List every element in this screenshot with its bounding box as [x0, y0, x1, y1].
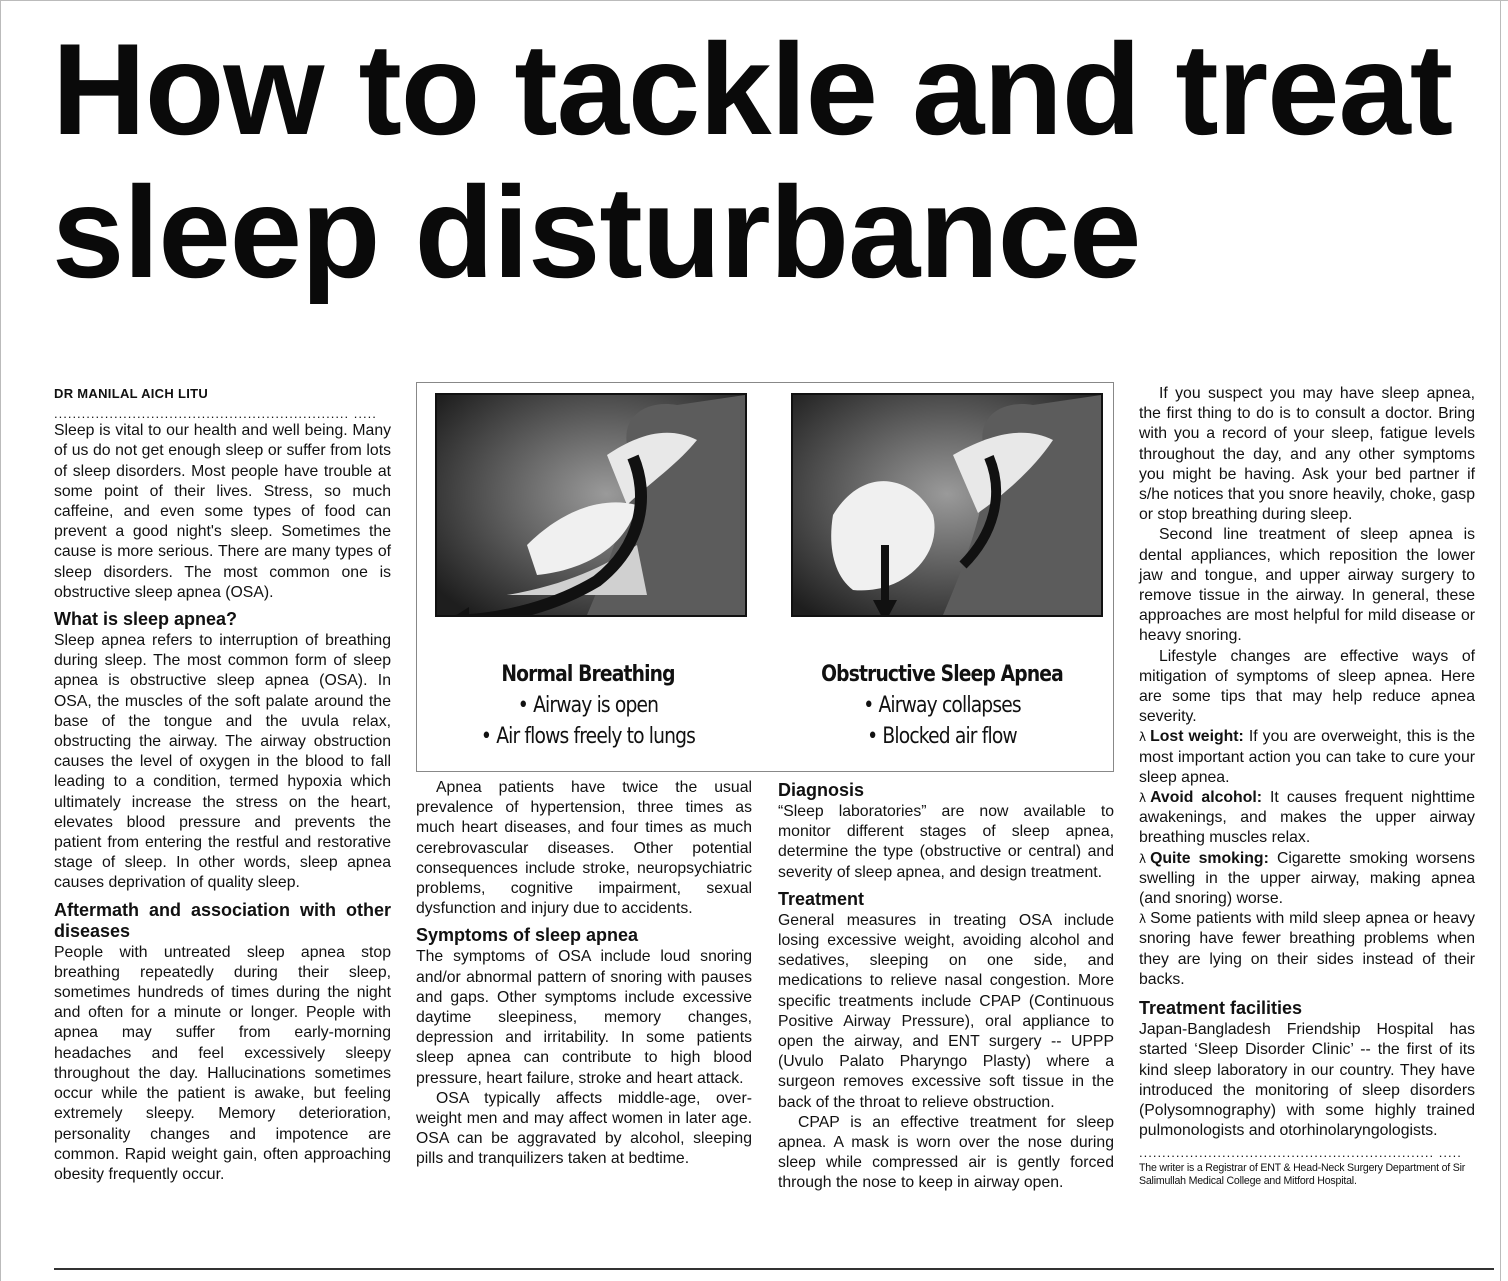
tip-item	[1139, 788, 1475, 849]
column-2	[416, 778, 752, 1170]
lambda-bullet-icon: λ	[1139, 851, 1147, 866]
facilities-paragraph: Japan-Bangladesh Friendship Hospital has started ‘Sleep Disorder Clinic’ -- the first of its kind sleep laboratory in our country. They have introduced the monitoring of sleep disorders (Polysomnography) with some highly trained pulmonologists and otorhinolaryngologists.	[1139, 1021, 1475, 1140]
bottom-rule	[54, 1268, 1494, 1270]
tip-item	[1139, 909, 1475, 990]
headline	[52, 18, 1492, 304]
lambda-bullet-icon: λ	[1139, 730, 1147, 745]
treatment-paragraph-1: General measures in treating OSA include losing excessive weight, avoiding alcohol and sedatives, sleeping on one side, and medications to relieve nasal congestion. More specific treatments include CPAP (Continuous Positive Airway Pressure), oral appliance to open the airway, and ENT surgery -- UPPP (Uvulo Palato Pharyngo Plasty) where a surgeon removes excessive soft tissue in the back of the throat to relieve obstruction.	[778, 911, 1114, 1111]
consequences-paragraph: Apnea patients have twice the usual prevalence of hypertension, three times as much heart diseases, and four times as much cerebrovascular diseases. Other potential consequences include stroke, neuropsychiatric problems, cognitive impairment, sexual dysfunction and injury due to accidents.	[416, 779, 752, 918]
diagnosis-paragraph: “Sleep laboratories” are now available to monitor different stages of sleep apnea, determine the type (obstructive or central) and severity of sleep apnea, and design treatment.	[778, 803, 1114, 881]
consult-paragraph-3: Lifestyle changes are effective ways of mitigation of symptoms of sleep apnea. Here are some tips that may help reduce apnea severity.	[1139, 647, 1475, 726]
what-is-paragraph: Sleep apnea refers to interruption of breathing during sleep. The most common form of sleep apnea is obstructive sleep apnea (OSA). In OSA, the muscles of the soft palate around the base of the tongue and the uvula relax, obstructing the airway. The airway obstruction causes the level of oxygen in the blood to fall leading to a condition, termed hypoxia which ultimately increase the stress on the heart, elevates blood pressure and prevents the patient from entering the restful and restorative stage of sleep. In other words, sleep apnea causes deprivation of quality sleep.	[54, 632, 391, 892]
normal-breathing-line-2: • Air flows freely to lungs	[480, 724, 696, 749]
normal-breathing-line-1: • Airway is open	[517, 693, 659, 718]
left-edge	[0, 0, 1, 1281]
heading-diagnosis: Diagnosis	[778, 780, 865, 800]
obstructive-apnea-image	[791, 393, 1103, 617]
heading-what-is-sleep-apnea: What is sleep apnea?	[54, 609, 238, 630]
column-1	[54, 384, 391, 1185]
intro-paragraph: Sleep is vital to our health and well being. Many of us do not get enough sleep or suffer from lots of sleep disorders. Most people have trouble at some point of their lives. Stress, so much caffeine, and even some types of food can prevent a good night's sleep. Sometimes the cause is more serious. There are many types of sleep disorders. The most common one is obstructive sleep apnea (OSA).	[54, 422, 391, 601]
writer-note: The writer is a Registrar of ENT & Head-Neck Surgery Department of Sir Salimullah Medical College and Mitford Hospital.	[1139, 1162, 1466, 1188]
lambda-bullet-icon: λ	[1139, 791, 1147, 806]
right-edge	[1500, 0, 1501, 1281]
sleep-apnea-illustration	[416, 382, 1114, 772]
aftermath-paragraph: People with untreated sleep apnea stop breathing repeatedly during their sleep, sometimes hundreds of times during the night and often for a minute or longer. People with apnea may suffer from early-morning headaches and feel excessively sleepy throughout the day. Hallucinations sometimes occur while the patient is awake, but feeling extremely sleepy. Memory deterioration, personality changes and impotence are common. Rapid weight gain, often approaching obesity frequently occur.	[54, 943, 391, 1183]
lambda-bullet-icon: λ	[1139, 912, 1147, 927]
heading-aftermath: Aftermath and association with other diseases	[54, 899, 391, 941]
treatment-paragraph-2: CPAP is an effective treatment for sleep apnea. A mask is worn over the nose during sleep while compressed air is gently forced through the nose to keep in airway open.	[778, 1113, 1114, 1192]
tip-item	[1139, 849, 1475, 910]
tip-text: Some patients with mild sleep apnea or heavy snoring have fewer breathing problems when they are lying on their sides instead of their backs.	[1139, 910, 1475, 988]
tip-text: Cigarette smoking worsens swelling in the upper airway, making apnea (and snoring) worse.	[1139, 849, 1475, 908]
obstructive-apnea-title: Obstructive Sleep Apnea	[821, 662, 1063, 687]
column-4	[1139, 384, 1475, 1188]
tip-item	[1139, 727, 1475, 788]
headline-line-1: How to tackle and treat	[52, 16, 1453, 162]
obstructive-apnea-caption	[802, 659, 1083, 752]
byline: DR MANILAL AICH LITU	[54, 386, 209, 401]
symptoms-paragraph-1: The symptoms of OSA include loud snoring and/or abnormal pattern of snoring with pauses and gaps. Other symptoms include excessive daytime sleepiness, memory changes, depression and irritability. In some patients sleep apnea can contribute to high blood pressure, heart failure, stroke and heart attack.	[416, 948, 752, 1087]
obstructive-apnea-line-2: • Blocked air flow	[867, 724, 1017, 749]
symptoms-paragraph-2: OSA typically affects middle-age, over-weight men and may affect women in later age. OSA can be aggravated by alcohol, sleeping pills and tranquilizers taken at bedtime.	[416, 1089, 752, 1168]
column-3	[778, 778, 1114, 1194]
tip-label: Avoid alcohol:	[1150, 789, 1262, 807]
consult-paragraph-1: If you suspect you may have sleep apnea, the first thing to do is to consult a doctor. Bring with you a record of your sleep, fatigue levels throughout the day, and any other symptoms you might be having. Ask your bed partner if s/he notices that you snore heavily, choke, gasp or stop breathing during sleep.	[1139, 385, 1475, 524]
normal-breathing-caption	[448, 659, 729, 752]
normal-breathing-title: Normal Breathing	[501, 662, 675, 687]
separator: ................................................................ .....	[54, 406, 377, 422]
separator: ................................................................ .....	[1139, 1145, 1462, 1161]
tip-text: It causes frequent nighttime awakenings, and makes the upper airway breathing muscles relax.	[1139, 789, 1475, 847]
top-rule	[0, 0, 1508, 1]
tip-text: If you are overweight, this is the most important action you can take to cure your sleep apnea.	[1139, 728, 1475, 786]
tip-label: Quite smoking:	[1150, 849, 1269, 867]
headline-line-2: sleep disturbance	[52, 159, 1141, 305]
normal-breathing-image	[435, 393, 747, 617]
obstructive-apnea-line-1: • Airway collapses	[863, 693, 1021, 718]
heading-treatment-facilities: Treatment facilities	[1139, 998, 1303, 1019]
tip-label: Lost weight:	[1150, 728, 1244, 746]
heading-symptoms: Symptoms of sleep apnea	[416, 925, 639, 946]
heading-treatment: Treatment	[778, 888, 865, 909]
consult-paragraph-2: Second line treatment of sleep apnea is dental appliances, which reposition the lower jaw and tongue, and upper airway surgery to remove tissue in the airway. In general, these approaches are most helpful for mild disease or heavy snoring.	[1139, 526, 1475, 645]
